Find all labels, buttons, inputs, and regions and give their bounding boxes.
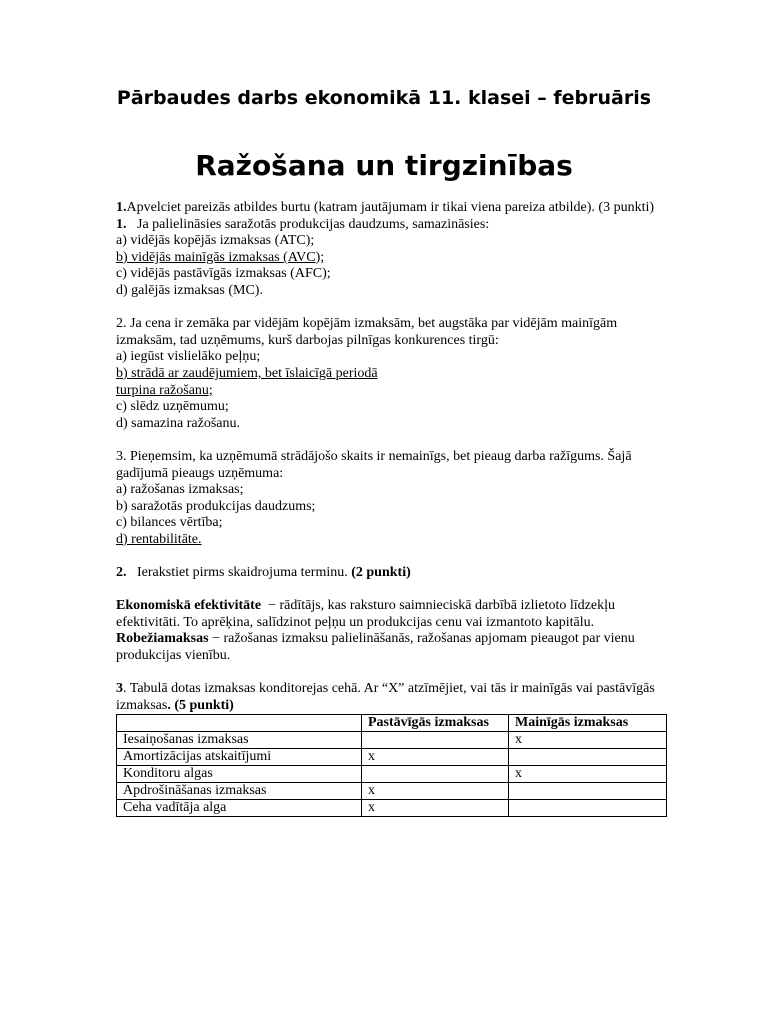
table-cell: Apdrošināšanas izmaksas xyxy=(117,783,362,800)
table-cell xyxy=(509,800,667,817)
q2-option-c: c) slēdz uzņēmumu; xyxy=(116,399,229,415)
q2-question: 2. Ja cena ir zemāka par vidējām kopējām izmaksām, bet augstāka par vidējām mainīgām izmaksām, tad uzņēmums, kurš darbojas pilnīgas konkurences tirgū: xyxy=(116,316,618,348)
q1-option-c: c) vidējās pastāvīgās izmaksas (AFC); xyxy=(116,266,331,282)
task2-definition-2 xyxy=(116,631,668,664)
q1-option-d: d) galējās izmaksas (MC). xyxy=(116,282,263,298)
q1-question xyxy=(116,217,668,234)
table-row xyxy=(117,749,667,766)
q3-question: 3. Pieņemsim, ka uzņēmumā strādājošo skaits ir nemainīgs, bet pieaug darba ražīgums. Šajā gadījumā pieaugs uzņēmuma: xyxy=(116,448,632,481)
page-title: Ražošana un tirgzinības xyxy=(195,149,573,182)
table-cell: x xyxy=(509,766,667,783)
q1-number: 1. xyxy=(116,216,127,232)
task1-instruction-text: Apvelciet pareizās atbildes burtu (katram jautājumam ir tikai viena pareiza atbilde). (3 punkti) xyxy=(126,200,655,215)
task2-instruction-text: Ierakstiet pirms skaidrojuma terminu. xyxy=(126,565,348,581)
page-subtitle: Pārbaudes darbs ekonomikā 11. klasei – februāris xyxy=(116,87,652,109)
table-row xyxy=(117,783,667,800)
task3-number: 3 xyxy=(116,681,123,697)
q2-option-a: a) iegūst vislielāko peļņu; xyxy=(116,349,261,365)
document-body xyxy=(116,200,668,817)
q2-option-d: d) samazina ražošanu. xyxy=(116,415,240,431)
q1-option-b-text: b) vidējās mainīgās izmaksas (AVC); xyxy=(116,249,325,265)
table-row xyxy=(117,766,667,783)
table-header-cell: Mainīgās izmaksas xyxy=(509,715,667,732)
cost-table xyxy=(116,714,667,817)
task2-instruction xyxy=(116,565,668,582)
table-header-cell: Pastāvīgās izmaksas xyxy=(362,715,509,732)
task2-number: 2. xyxy=(116,565,127,581)
table-cell: Ceha vadītāja alga xyxy=(117,800,362,817)
table-cell: Konditoru algas xyxy=(117,766,362,783)
q2-option-b-line2 xyxy=(116,383,668,400)
q2-option-b-line1 xyxy=(116,366,668,383)
table-cell: Iesaiņošanas izmaksas xyxy=(117,732,362,749)
table-cell: Amortizācijas atskaitījumi xyxy=(117,749,362,766)
task3-points: . (5 punkti) xyxy=(167,697,234,713)
table-row xyxy=(117,732,667,749)
q3-option-c: c) bilances vērtība; xyxy=(116,515,223,531)
q1-text: Ja palielināsies saražotās produkcijas daudzums, samazināsies: xyxy=(126,216,490,232)
table-header-cell xyxy=(117,715,362,732)
task2-points: (2 punkti) xyxy=(347,565,411,581)
task1-instruction xyxy=(116,200,668,217)
q3-option-b: b) saražotās produkcijas daudzums; xyxy=(116,498,316,514)
term-2: Robežiamaksas xyxy=(116,631,209,647)
definition-1: − rādītājs, kas raksturo saimnieciskā darbībā izlietoto līdzekļu efektivitāti. To aprēķina, salīdzinot peļņu un produkcijas cenu vai izmantoto kapitālu. xyxy=(116,598,619,630)
term-1: Ekonomiskā efektivitāte xyxy=(116,598,262,614)
q1-option-b xyxy=(116,250,668,267)
q3-option-d xyxy=(116,532,668,549)
q1-option-a: a) vidējās kopējās izmaksas (ATC); xyxy=(116,233,315,249)
q3-option-d-text: d) rentabilitāte. xyxy=(116,531,202,547)
table-cell xyxy=(362,732,509,749)
table-row xyxy=(117,800,667,817)
table-cell: x xyxy=(362,749,509,766)
task2-definition-1 xyxy=(116,598,668,631)
q2-option-b-text1: b) strādā ar zaudējumiem, bet īslaicīgā periodā xyxy=(116,365,378,381)
definition-2: − ražošanas izmaksu palielināšanās, ražošanas apjomam pieaugot par vienu produkcijas vienību. xyxy=(116,631,635,664)
task3-instruction-text: . Tabulā dotas izmaksas konditorejas cehā. Ar “X” atzīmējiet, vai tās ir mainīgās vai pastāvīgās izmaksas xyxy=(116,681,655,713)
q3-option-a: a) ražošanas izmaksas; xyxy=(116,482,244,498)
table-cell xyxy=(509,783,667,800)
table-cell: x xyxy=(362,800,509,817)
table-cell: x xyxy=(362,783,509,800)
task3-instruction xyxy=(116,681,668,714)
q2-option-b-text2: turpina ražošanu; xyxy=(116,382,213,398)
table-header-row xyxy=(117,715,667,732)
task1-number: 1. xyxy=(116,200,127,215)
table-cell xyxy=(362,766,509,783)
table-cell xyxy=(509,749,667,766)
table-cell: x xyxy=(509,732,667,749)
